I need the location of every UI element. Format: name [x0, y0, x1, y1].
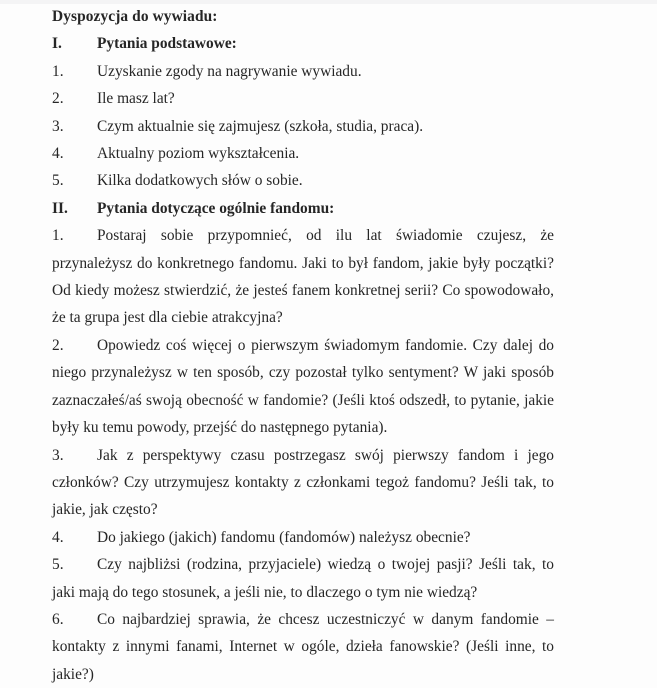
- page-title: Dyspozycja do wywiadu:: [52, 8, 218, 25]
- list-item-marker: 2.: [52, 336, 64, 354]
- list-item: [52, 551, 554, 606]
- list-item: [52, 85, 554, 112]
- list-item-text: Uzyskanie zgody na nagrywanie wywiadu.: [97, 62, 362, 80]
- list-item-text: Jak z perspektywy czasu postrzegasz swój pierwszy fandom i jego członków? Czy utrzymujesz kontakty z członkami tegoż fandomu? Jeśli tak, to jakie, jak często?: [52, 446, 554, 519]
- list-item-text: Ile masz lat?: [97, 90, 175, 108]
- list-item-marker: 1.: [52, 227, 64, 245]
- list-item-marker: 5.: [52, 556, 64, 574]
- list-item: [52, 222, 554, 332]
- document-body: [52, 3, 554, 688]
- list-item-marker: 1.: [52, 62, 64, 80]
- list-item-text: Postaraj sobie przypomnieć, od ilu lat świadomie czujesz, że przynależysz do konkretnego fandomu. Jaki to był fandom, jakie były początki? Od kiedy możesz stwierdzić, że jesteś fanem konkretnej serii? Co spowodowało, że ta grupa jest dla ciebie atrakcyjna?: [52, 227, 554, 327]
- list-item-marker: 5.: [52, 172, 64, 190]
- list-item-marker: 4.: [52, 145, 64, 163]
- section-heading-label: Pytania dotyczące ogólnie fandomu:: [97, 199, 335, 217]
- list-item: [52, 113, 554, 140]
- list-item: [52, 606, 554, 688]
- list-item: [52, 167, 554, 194]
- list-item-text: Czym aktualnie się zajmujesz (szkoła, studia, praca).: [97, 117, 424, 135]
- list-item-text: Kilka dodatkowych słów o sobie.: [97, 172, 303, 190]
- list-item-text: Do jakiego (jakich) fandomu (fandomów) należysz obecnie?: [97, 528, 471, 546]
- list-item: [52, 442, 554, 524]
- list-item-text: Aktualny poziom wykształcenia.: [97, 145, 300, 163]
- section-marker: I.: [52, 35, 62, 53]
- list-item-text: Opowiedz coś więcej o pierwszym świadomym fandomie. Czy dalej do niego przynależysz w ten sposób, czy pozostał tylko sentyment? W jaki sposób zaznaczałeś/aś swoją obecność w fandomie? (Jeśli ktoś odszedł, to pytanie, jakie były ku temu powody, przejść do następnego pytania).: [52, 336, 554, 437]
- list-item: [52, 58, 554, 85]
- section-heading-label: Pytania podstawowe:: [97, 35, 237, 53]
- section-heading-ii: [52, 195, 554, 222]
- list-item: [52, 140, 554, 167]
- list-item-text: Czy najbliżsi (rodzina, przyjaciele) wiedzą o twojej pasji? Jeśli tak, to jaki mają do tego stosunek, a jeśli nie, to dlaczego o tym nie wiedzą?: [52, 556, 554, 601]
- list-item-text: Co najbardziej sprawia, że chcesz uczestniczyć w danym fandomie – kontakty z innymi fanami, Internet w ogóle, dzieła fanowskie? (Jeśli inne, to jakie?): [52, 610, 554, 683]
- list-item: [52, 524, 554, 551]
- list-item-marker: 2.: [52, 90, 64, 108]
- section-heading-i: [52, 30, 554, 57]
- list-item: [52, 332, 554, 442]
- list-item-marker: 3.: [52, 446, 64, 464]
- list-item-marker: 4.: [52, 528, 64, 546]
- list-item-marker: 3.: [52, 117, 64, 135]
- section-marker: II.: [52, 199, 68, 217]
- list-item-marker: 6.: [52, 610, 64, 628]
